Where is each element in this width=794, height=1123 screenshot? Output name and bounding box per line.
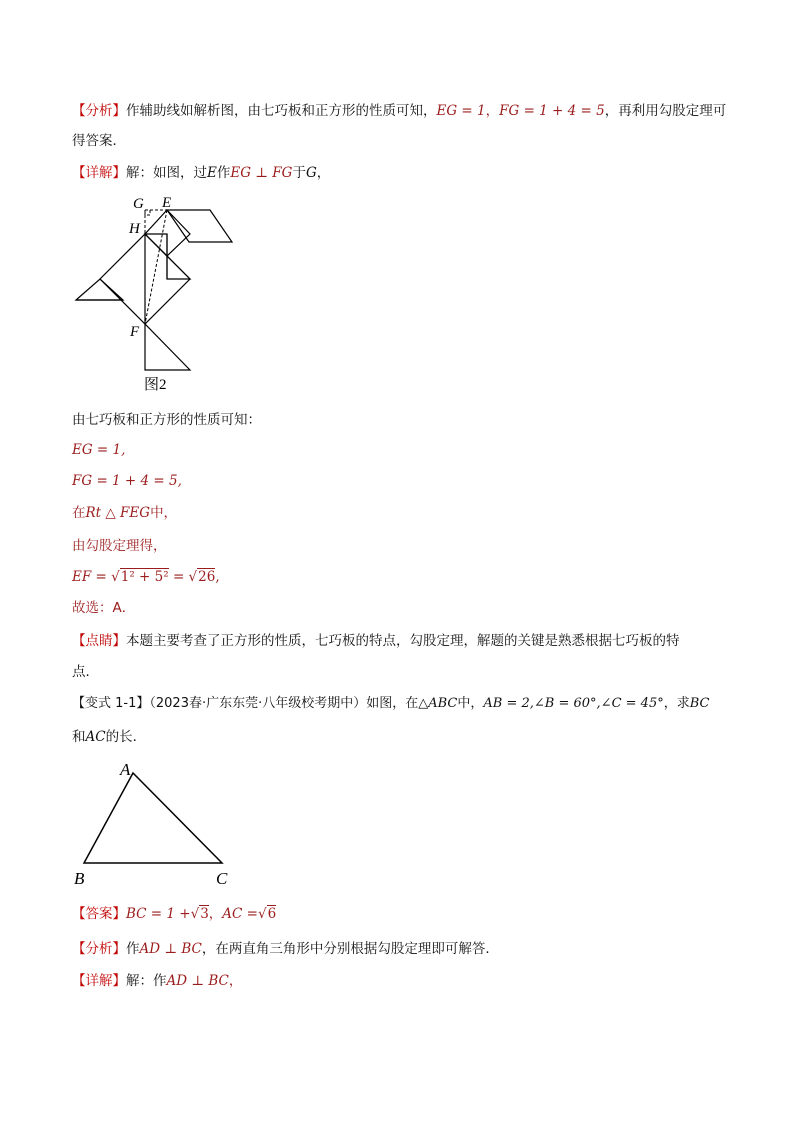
math-conditions: AB = 2,∠B = 60°,∠C = 45° <box>483 696 664 711</box>
label-c: C <box>216 869 228 888</box>
variant-word-length: 的长． <box>105 729 147 745</box>
analysis-text-end: 得答案． <box>72 133 126 149</box>
tangram-bottom-triangle <box>145 324 190 370</box>
comment-text-end: 点． <box>72 664 99 680</box>
point-g: G <box>305 165 317 181</box>
detail-tag: 【详解】 <box>72 165 126 181</box>
label-b: B <box>74 869 85 888</box>
step-line-6 <box>72 567 220 587</box>
math-bc: BC <box>689 696 710 711</box>
variant-word-and: 和 <box>72 729 86 745</box>
step-text: 由七巧板和正方形的性质可知： <box>72 412 261 428</box>
math-perp: EG ⊥ FG <box>230 165 293 181</box>
tangram-parallelogram <box>167 210 232 242</box>
detail2-text: 解：作 <box>126 973 167 989</box>
analysis-tag: 【分析】 <box>72 103 126 119</box>
label-f: F <box>130 324 140 340</box>
step-line-2 <box>72 440 125 460</box>
analysis-text: 作辅助线如解析图，由七巧板和正方形的性质可知， <box>126 103 437 119</box>
step-line-7 <box>72 598 135 618</box>
detail-end: ， <box>316 165 331 181</box>
math-eg: EG = 1 <box>436 103 486 119</box>
comment-text: 本题主要考查了正方形的性质，七巧板的特点，勾股定理，解题的关键是熟悉根据七巧板的特 <box>126 633 680 649</box>
step-word-end: 中， <box>150 505 178 521</box>
analysis2-line <box>72 939 499 959</box>
math-ef: EF = <box>72 569 107 585</box>
radicand-2: 26 <box>198 569 216 585</box>
radical-sign: √ <box>111 569 120 585</box>
step-line-4 <box>72 503 177 523</box>
analysis-line-2 <box>72 131 126 151</box>
math-ad-perp-bc: AD ⊥ BC <box>139 941 202 957</box>
step-line-1 <box>72 410 261 430</box>
step-word: 在 <box>72 505 86 521</box>
right-angle-mark <box>145 210 150 215</box>
answer-separator: ， <box>208 906 223 922</box>
comment-line-1 <box>72 631 680 651</box>
analysis-line-1 <box>72 101 726 121</box>
variant-source: （2023春·广东东莞·八年级校考期中）如图，在 <box>149 696 419 711</box>
radicand-6: 6 <box>267 906 277 922</box>
triangle-abc <box>84 773 222 863</box>
separator: ， <box>485 103 500 119</box>
variant-ask: ，求 <box>663 696 690 711</box>
step-text-pythag: 由勾股定理得， <box>72 538 167 554</box>
label-a: A <box>120 760 131 779</box>
step-line-5 <box>72 536 167 556</box>
math-triangle-abc: △ABC <box>418 696 458 711</box>
math-fg: FG = 1 + 4 = 5 <box>499 103 605 119</box>
step-line-3 <box>72 471 182 491</box>
radical-sign-3: √ <box>190 906 200 922</box>
figure-caption: 图2 <box>144 377 167 393</box>
math-ad-perp-bc-2: AD ⊥ BC <box>166 973 229 989</box>
detail2-line <box>72 971 242 991</box>
tangram-left-triangle <box>76 279 123 300</box>
detail2-tag: 【详解】 <box>72 973 126 989</box>
analysis2-text: ，在两直角三角形中分别根据勾股定理即可解答． <box>201 941 499 957</box>
detail-text: 解：如图，过 <box>126 165 207 181</box>
point-e: E <box>207 165 217 181</box>
detail-word-yu: 于 <box>292 165 306 181</box>
equals-sign: = <box>172 569 185 585</box>
comma: , <box>215 569 220 585</box>
radicand-3: 3 <box>200 906 209 922</box>
choice-answer: 故选：A． <box>72 600 136 616</box>
analysis2-word: 作 <box>126 941 140 957</box>
triangle-figure <box>70 758 240 893</box>
radical-sign-6: √ <box>257 906 267 922</box>
comment-line-2 <box>72 662 99 682</box>
detail-word: 作 <box>216 165 231 181</box>
math-ac: AC <box>85 729 106 745</box>
radical-sign-2: √ <box>188 569 198 585</box>
answer-line <box>72 904 276 924</box>
label-g: G <box>133 196 144 212</box>
math-eg-eq: EG = 1, <box>72 442 126 458</box>
variant-word: 中， <box>457 696 484 711</box>
variant-tag: 【变式 1-1】 <box>72 696 150 711</box>
radicand-1: 1² + 5² <box>120 569 169 585</box>
comment-tag: 【点睛】 <box>72 633 126 649</box>
variant-line-2 <box>72 727 146 747</box>
math-ac-answer: AC = <box>222 906 258 922</box>
math-triangle: Rt △ FEG <box>85 505 151 521</box>
detail-line-1 <box>72 163 330 183</box>
answer-tag: 【答案】 <box>72 906 126 922</box>
label-e: E <box>162 195 172 211</box>
analysis2-tag: 【分析】 <box>72 941 126 957</box>
analysis-text-cont: ，再利用勾股定理可 <box>604 103 727 119</box>
dashed-ef <box>145 210 167 324</box>
detail2-end: ， <box>228 973 243 989</box>
math-bc-answer: BC = 1 + <box>126 906 191 922</box>
label-h: H <box>129 221 140 237</box>
variant-line-1 <box>72 694 709 714</box>
math-fg-eq: FG = 1 + 4 = 5, <box>72 473 182 489</box>
tangram-figure <box>70 190 240 395</box>
